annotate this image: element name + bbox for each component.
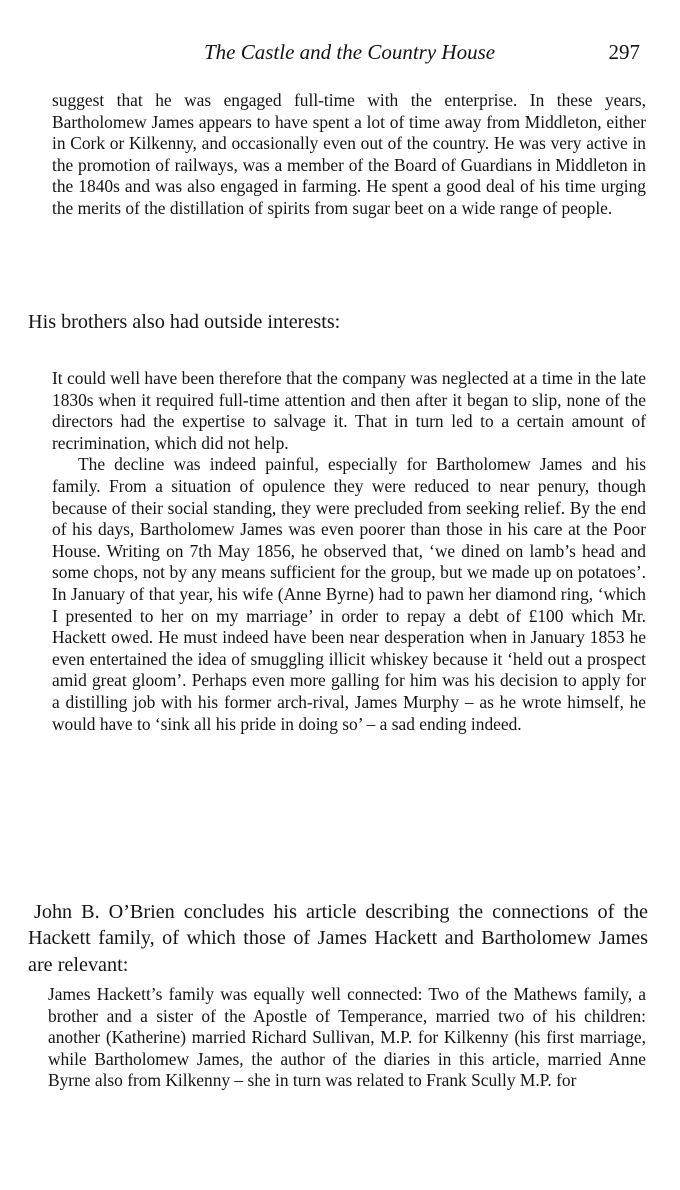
body-paragraph-2: John B. O’Brien concludes his article describing the connections of the Hackett family, of which those of James Hackett and Bartholomew James are relevant: <box>28 901 648 976</box>
block-quote-3: James Hackett’s family was equally well connected: Two of the Mathews family, a brother and a sister of the Apostle of Temperance, married two of his children: another (Katherine) married Richard Sullivan, M.P. for Kilkenny (his first marriage, while Bartholomew James, the author of the diaries in this article, married Anne Byrne also from Kilkenny – she in turn was related to Frank Scully M.P. for <box>48 984 646 1091</box>
page-number: 297 <box>608 40 640 64</box>
block-quote-1: suggest that he was engaged full-time with the enterprise. In these years, Bartholomew James appears to have spent a lot of time away from Middleton, either in Cork or Kilkenny, and occasionally even out of the country. He was very active in the promotion of railways, was a member of the Board of Guardians in Middleton in the 1840s and was also engaged in farming. He spent a good deal of his time urging the merits of the distillation of spirits from sugar beet on a wide range of people. <box>52 90 646 218</box>
block-quote-2-paragraph-1: It could well have been therefore that the company was neglected at a time in the late 1830s when it required full-time attention and then after it began to slip, none of the directors had the expertise to salvage it. That in turn led to a certain amount of recrimination, which did not help. <box>52 368 646 453</box>
block-quote-2 <box>52 368 646 735</box>
block-quote-2-paragraph-2: The decline was indeed painful, especially for Bartholomew James and his family. From a situation of opulence they were reduced to near penury, though because of their social standing, they were precluded from seeking relief. By the end of his days, Bartholomew James was even poorer than those in his care at the Poor House. Writing on 7th May 1856, he observed that, ‘we dined on lamb’s head and some chops, not by any means sufficient for the group, but we made up on potatoes’. In January of that year, his wife (Anne Byrne) had to pawn her diamond ring, ‘which I presented to her on my marriage’ in order to repay a debt of £100 which Mr. Hackett owed. He must indeed have been near desperation when in January 1853 he even entertained the idea of smuggling illicit whiskey because it ‘held out a prospect amid great gloom’. Perhaps even more galling for him was his decision to apply for a distilling job with his former arch-rival, James Murphy – as he wrote himself, he would have to ‘sink all his pride in doing so’ – a sad ending indeed. <box>52 454 646 734</box>
running-head <box>0 40 680 70</box>
running-title: The Castle and the Country House <box>204 40 496 64</box>
body-paragraph-1: His brothers also had outside interests: <box>28 311 341 333</box>
